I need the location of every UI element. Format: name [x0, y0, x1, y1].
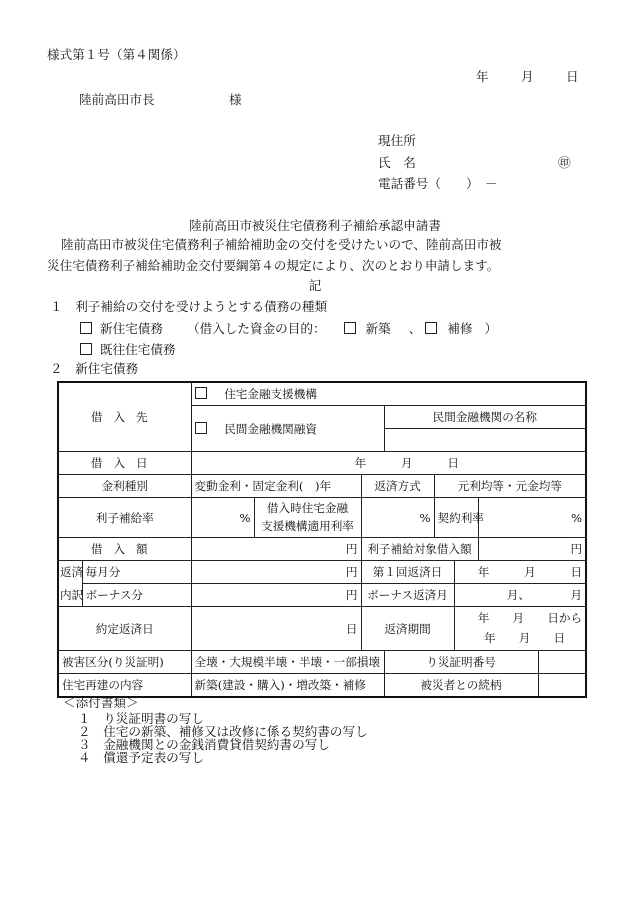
- breakdown-label-1: 返済: [58, 561, 82, 584]
- damage-class-field[interactable]: 全壊・大規模半壊・半壊・一部損壊: [191, 651, 384, 674]
- lender-jhf-checkbox[interactable]: [195, 387, 207, 399]
- address-label: 現住所: [378, 133, 416, 148]
- due-date-field[interactable]: 日: [191, 607, 361, 651]
- subsidy-rate-label: 利子補給率: [58, 498, 191, 538]
- purpose-separator: 、: [408, 321, 422, 336]
- purpose-repair-label: 補修: [447, 321, 473, 336]
- ki-mark: 記: [308, 278, 322, 293]
- contract-rate-field[interactable]: %: [478, 498, 586, 538]
- repayment-method-label: 返済方式: [361, 475, 434, 498]
- bonus-month-field[interactable]: 月、 月: [454, 584, 586, 607]
- phone-label: 電話番号（ ） －: [378, 176, 498, 191]
- attachments-list: [78, 712, 368, 764]
- rebuild-field[interactable]: 新築(建設・購入)・増改築・補修: [191, 674, 384, 698]
- jhf-rate-field[interactable]: %: [361, 498, 434, 538]
- attachment-item: １ り災証明書の写し: [78, 711, 204, 726]
- cert-number-field[interactable]: [538, 651, 586, 674]
- date-month-label: 月: [521, 69, 534, 84]
- repayment-method-field[interactable]: 元利均等・元金均等: [434, 475, 586, 498]
- relation-field[interactable]: [538, 674, 586, 698]
- purpose-new-build-label: 新築: [365, 321, 391, 336]
- purpose-label: （借入した資金の目的：: [187, 321, 326, 336]
- existing-debt-label: 既往住宅債務: [100, 342, 176, 357]
- contract-rate-label: 契約利率: [434, 498, 478, 538]
- existing-debt-checkbox[interactable]: [80, 343, 92, 355]
- attachment-item: ３ 金融機関との金銭消費貸借契約書の写し: [78, 737, 330, 752]
- seal-mark: ㊞: [558, 155, 571, 170]
- new-debt-checkbox[interactable]: [80, 322, 92, 334]
- section-1-title: １ 利子補給の交付を受けようとする債務の種類: [50, 299, 328, 314]
- loan-date-field[interactable]: 年 月 日: [191, 452, 586, 475]
- section-2-title: ２ 新住宅債務: [50, 361, 139, 376]
- first-payment-field[interactable]: 年 月 日: [454, 561, 586, 584]
- lender-option-jhf[interactable]: 住宅金融支援機構: [191, 382, 586, 406]
- subsidy-rate-field[interactable]: %: [191, 498, 254, 538]
- new-debt-label: 新住宅債務: [100, 321, 163, 336]
- debt-type-new-row: [80, 322, 497, 336]
- loan-date-label: 借入日: [58, 452, 191, 475]
- addressee: 陸前高田市長: [79, 92, 155, 107]
- bonus-month-label: ボーナス返済月: [361, 584, 454, 607]
- damage-class-label: 被害区分(り災証明): [58, 651, 191, 674]
- period-to: 年 月 日: [483, 630, 566, 645]
- name-label: 氏 名: [378, 155, 416, 170]
- document-title: 陸前高田市被災住宅債務利子補給承認申請書: [189, 218, 441, 233]
- jhf-rate-label: 借入時住宅金融 支援機構適用利率: [254, 498, 361, 538]
- form-number: 様式第１号（第４関係）: [47, 47, 186, 62]
- attachment-item: ４ 償還予定表の写し: [78, 750, 204, 765]
- period-from: 年 月 日から: [477, 610, 583, 625]
- debt-type-existing-row: [80, 343, 176, 357]
- private-bank-name-field[interactable]: [384, 429, 586, 452]
- rebuild-label: 住宅再建の内容: [58, 674, 191, 698]
- rate-type-field[interactable]: 変動金利・固定金利( )年: [191, 475, 361, 498]
- date-day-label: 日: [566, 69, 579, 84]
- subsidy-target-amount-label: 利子補給対象借入額: [361, 538, 478, 561]
- loan-amount-label: 借入額: [58, 538, 191, 561]
- lender-cell: 借入先: [58, 382, 191, 452]
- monthly-label: 毎月分: [82, 561, 191, 584]
- bonus-label: ボーナス分: [82, 584, 191, 607]
- intro-line-2: 災住宅債務利子補給補助金交付要綱第４の規定により、次のとおり申請します。: [47, 258, 500, 273]
- subsidy-target-amount-field[interactable]: 円: [478, 538, 586, 561]
- purpose-repair-checkbox[interactable]: [425, 322, 437, 334]
- repayment-period-label: 返済期間: [361, 607, 454, 651]
- loan-amount-field[interactable]: 円: [191, 538, 361, 561]
- attachments-title: ＜添付書類＞: [63, 695, 139, 710]
- first-payment-label: 第１回返済日: [361, 561, 454, 584]
- relation-label: 被災者との続柄: [384, 674, 538, 698]
- private-bank-name-label: 民間金融機関の名称: [384, 406, 586, 429]
- new-debt-table: [57, 381, 587, 698]
- lender-option-private[interactable]: 民間金融機関融資: [191, 406, 384, 452]
- lender-private-checkbox[interactable]: [195, 422, 207, 434]
- addressee-suffix: 様: [229, 92, 242, 107]
- purpose-new-build-checkbox[interactable]: [344, 322, 356, 334]
- cert-number-label: り災証明番号: [384, 651, 538, 674]
- bonus-amount-field[interactable]: 円: [191, 584, 361, 607]
- attachment-item: ２ 住宅の新築、補修又は改修に係る契約書の写し: [78, 724, 368, 739]
- due-date-label: 約定返済日: [58, 607, 191, 651]
- date-year-label: 年: [476, 69, 489, 84]
- breakdown-label-2: 内訳: [58, 584, 82, 607]
- rate-type-label: 金利種別: [58, 475, 191, 498]
- repayment-period-field[interactable]: [454, 607, 586, 651]
- intro-line-1: 陸前高田市被災住宅債務利子補給補助金の交付を受けたいので、陸前高田市被: [61, 237, 502, 252]
- purpose-close: ）: [484, 321, 498, 336]
- monthly-amount-field[interactable]: 円: [191, 561, 361, 584]
